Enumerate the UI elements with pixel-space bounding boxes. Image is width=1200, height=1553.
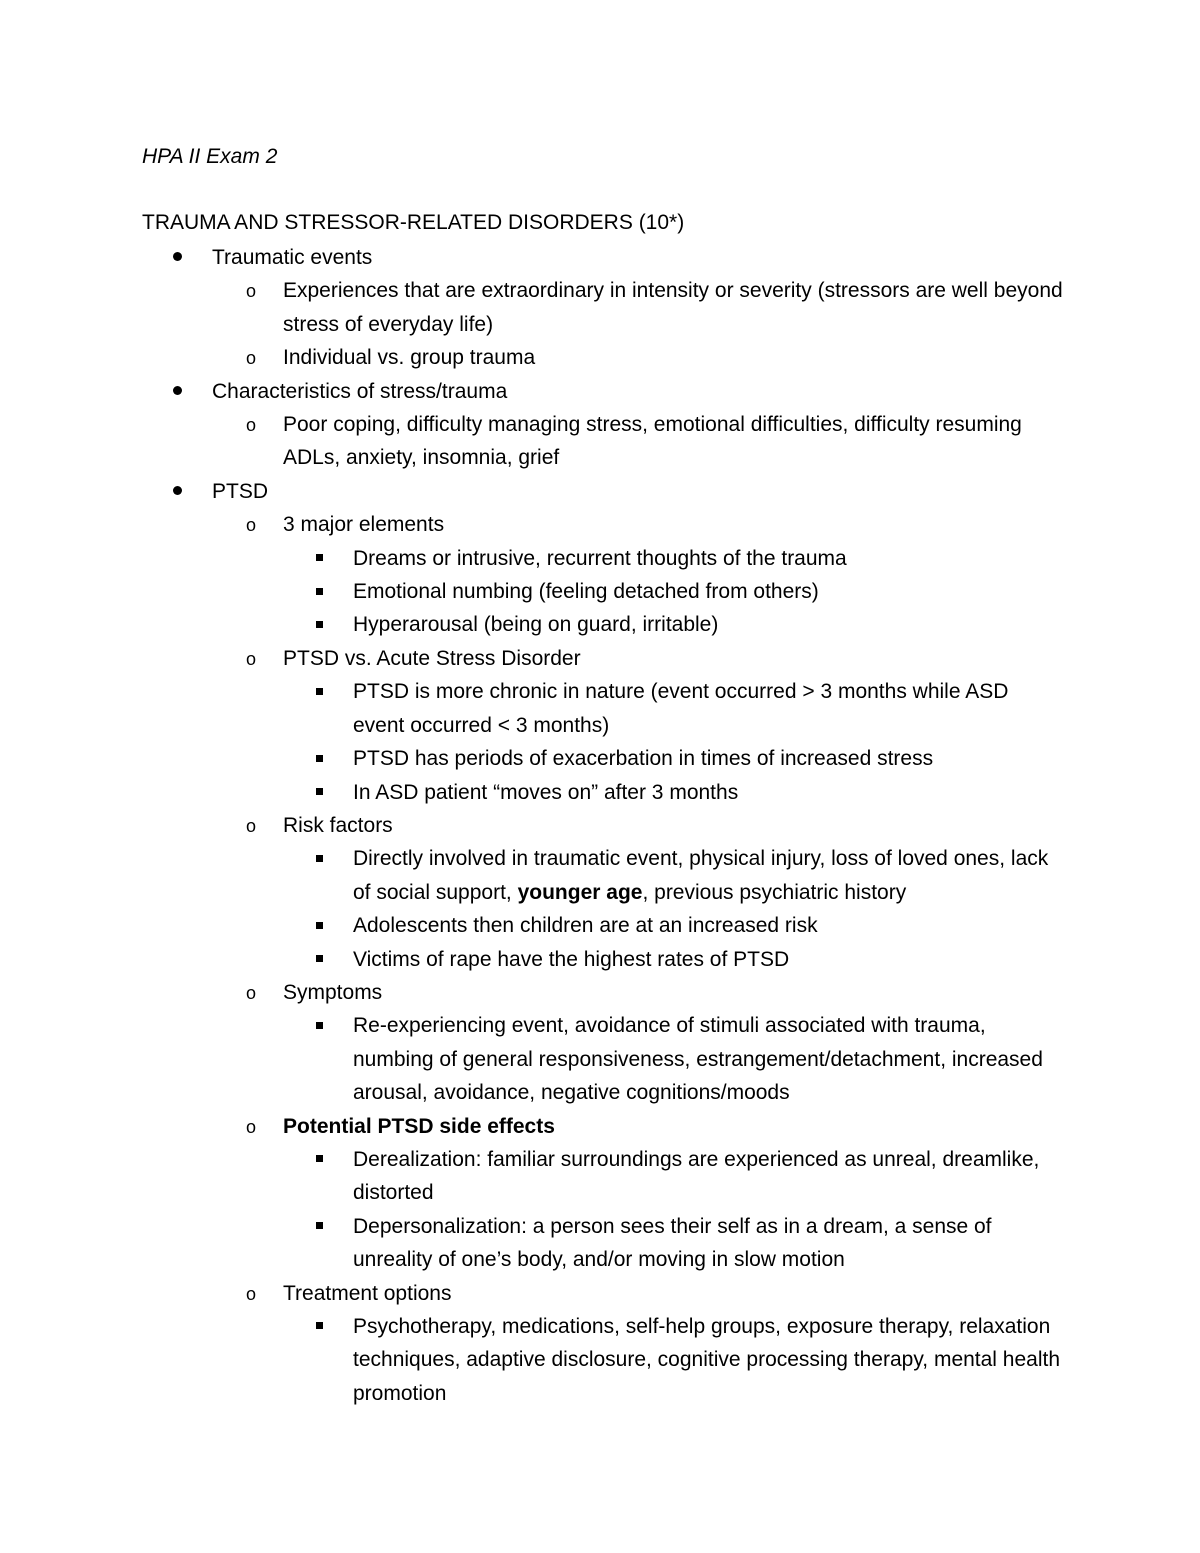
list-item	[0, 776, 1063, 809]
list-item-major-elements	[0, 508, 1200, 642]
list-item	[0, 842, 1063, 909]
outline-row	[0, 642, 1063, 675]
item-label: Symptoms	[283, 980, 383, 1004]
outline-row	[0, 976, 1063, 1009]
outline-item-ptsd	[0, 475, 1200, 1410]
outline-row	[0, 1110, 1063, 1143]
list-item-symptoms	[0, 976, 1200, 1110]
circle-bullet-icon: o	[246, 982, 257, 1003]
outline-item-traumatic-events	[0, 241, 1200, 375]
square-bullet-icon	[316, 842, 323, 875]
item-text: PTSD is more chronic in nature (event occurred > 3 months while ASD event occurred < 3 months)	[353, 680, 1009, 737]
item-label: PTSD	[212, 479, 269, 503]
disc-bullet-icon	[173, 475, 182, 508]
emphasis-younger-age: younger age	[517, 880, 643, 904]
outline-item-characteristics	[0, 375, 1200, 475]
item-label: Risk factors	[283, 813, 393, 837]
square-bullet-icon	[316, 1210, 323, 1243]
item-text: Victims of rape have the highest rates of PTSD	[353, 947, 790, 971]
list-item-ptsd-vs-asd	[0, 642, 1200, 809]
square-bullet-icon	[316, 608, 323, 641]
sub-list	[0, 1009, 1200, 1109]
item-text: Adolescents then children are at an increased risk	[353, 914, 818, 938]
list-item	[0, 1210, 1063, 1277]
item-text: Dreams or intrusive, recurrent thoughts of the trauma	[353, 546, 847, 570]
circle-bullet-icon: o	[246, 1116, 257, 1137]
circle-bullet-icon: o	[246, 648, 257, 669]
list-item	[0, 1310, 1063, 1410]
circle-bullet-icon: o	[246, 415, 257, 436]
square-bullet-icon	[316, 943, 323, 976]
document-title: HPA II Exam 2	[142, 145, 278, 168]
circle-bullet-icon: o	[246, 1283, 257, 1304]
circle-bullet-icon: o	[246, 281, 257, 302]
item-label: Traumatic events	[212, 246, 373, 269]
item-label: Characteristics of stress/trauma	[212, 379, 508, 403]
item-label: Treatment options	[283, 1281, 452, 1305]
item-text: Psychotherapy, medications, self-help groups, exposure therapy, relaxation techniques, adaptive disclosure, cognitive processing therapy, mental health promotion	[353, 1315, 1061, 1405]
square-bullet-icon	[316, 575, 323, 608]
list-item-risk-factors	[0, 809, 1200, 976]
outline-list	[0, 241, 1200, 1410]
list-item	[0, 608, 1063, 641]
list-item	[0, 675, 1063, 742]
outline-row	[0, 508, 1063, 541]
item-label: Potential PTSD side effects	[283, 1114, 555, 1138]
sub-list	[0, 842, 1200, 976]
sub-list	[0, 1310, 1200, 1410]
square-bullet-icon	[316, 1310, 323, 1343]
item-text: Poor coping, difficulty managing stress, emotional difficulties, difficulty resuming ADLs, anxiety, insomnia, grief	[283, 413, 1022, 470]
item-text-part: , previous psychiatric history	[642, 880, 907, 904]
outline-row	[0, 375, 1062, 408]
square-bullet-icon	[316, 776, 323, 809]
item-text: Experiences that are extraordinary in intensity or severity (stressors are well beyond stress of everyday life)	[283, 279, 1063, 336]
item-text	[353, 847, 1048, 903]
square-bullet-icon	[316, 675, 323, 708]
square-bullet-icon	[316, 1009, 323, 1042]
circle-bullet-icon: o	[246, 515, 257, 536]
item-text-part: Directly involved in traumatic event, physical injury, loss of loved ones, lack of social support,	[353, 847, 1049, 904]
item-text: Individual vs. group trauma	[283, 346, 536, 370]
sub-list	[0, 508, 1200, 1410]
circle-bullet-icon: o	[246, 815, 257, 836]
item-label: 3 major elements	[283, 513, 445, 537]
disc-bullet-icon	[173, 375, 182, 408]
sub-list	[0, 1143, 1200, 1277]
list-item	[0, 1009, 1063, 1109]
item-text: Emotional numbing (feeling detached from others)	[353, 580, 819, 604]
list-item	[0, 542, 1063, 575]
item-text: Derealization: familiar surroundings are experienced as unreal, dreamlike, distorted	[353, 1147, 1040, 1205]
list-item	[0, 1143, 1063, 1210]
sub-list	[0, 274, 1200, 374]
list-item-side-effects	[0, 1110, 1200, 1277]
sub-list	[0, 408, 1200, 475]
list-item	[0, 274, 1063, 341]
list-item	[0, 341, 1063, 374]
list-item	[0, 943, 1063, 976]
item-text: Re-experiencing event, avoidance of stimuli associated with trauma, numbing of general responsiveness, estrangement/detachment, increased arousal, avoidance, negative cognitions/moods	[353, 1014, 1043, 1105]
disc-bullet-icon	[173, 241, 182, 274]
square-bullet-icon	[316, 542, 323, 575]
square-bullet-icon	[316, 1143, 323, 1176]
section-heading: TRAUMA AND STRESSOR-RELATED DISORDERS (10*)	[142, 211, 685, 234]
item-text: PTSD has periods of exacerbation in times of increased stress	[353, 747, 934, 771]
list-item	[0, 408, 1063, 475]
sub-list	[0, 542, 1200, 642]
item-text: In ASD patient “moves on” after 3 months	[353, 780, 739, 804]
outline-row	[0, 241, 1062, 274]
list-item	[0, 575, 1063, 608]
outline-row	[0, 809, 1063, 842]
item-text: Depersonalization: a person sees their self as in a dream, a sense of unreality of one’s body, and/or moving in slow motion	[353, 1214, 992, 1272]
circle-bullet-icon: o	[246, 348, 257, 369]
outline-row	[0, 1277, 1063, 1310]
outline-row	[0, 475, 1062, 508]
item-label: PTSD vs. Acute Stress Disorder	[283, 646, 581, 670]
square-bullet-icon	[316, 742, 323, 775]
sub-list	[0, 675, 1200, 809]
list-item	[0, 742, 1063, 775]
square-bullet-icon	[316, 909, 323, 942]
item-text: Hyperarousal (being on guard, irritable)	[353, 613, 719, 637]
list-item	[0, 909, 1063, 942]
list-item-treatment	[0, 1277, 1200, 1411]
